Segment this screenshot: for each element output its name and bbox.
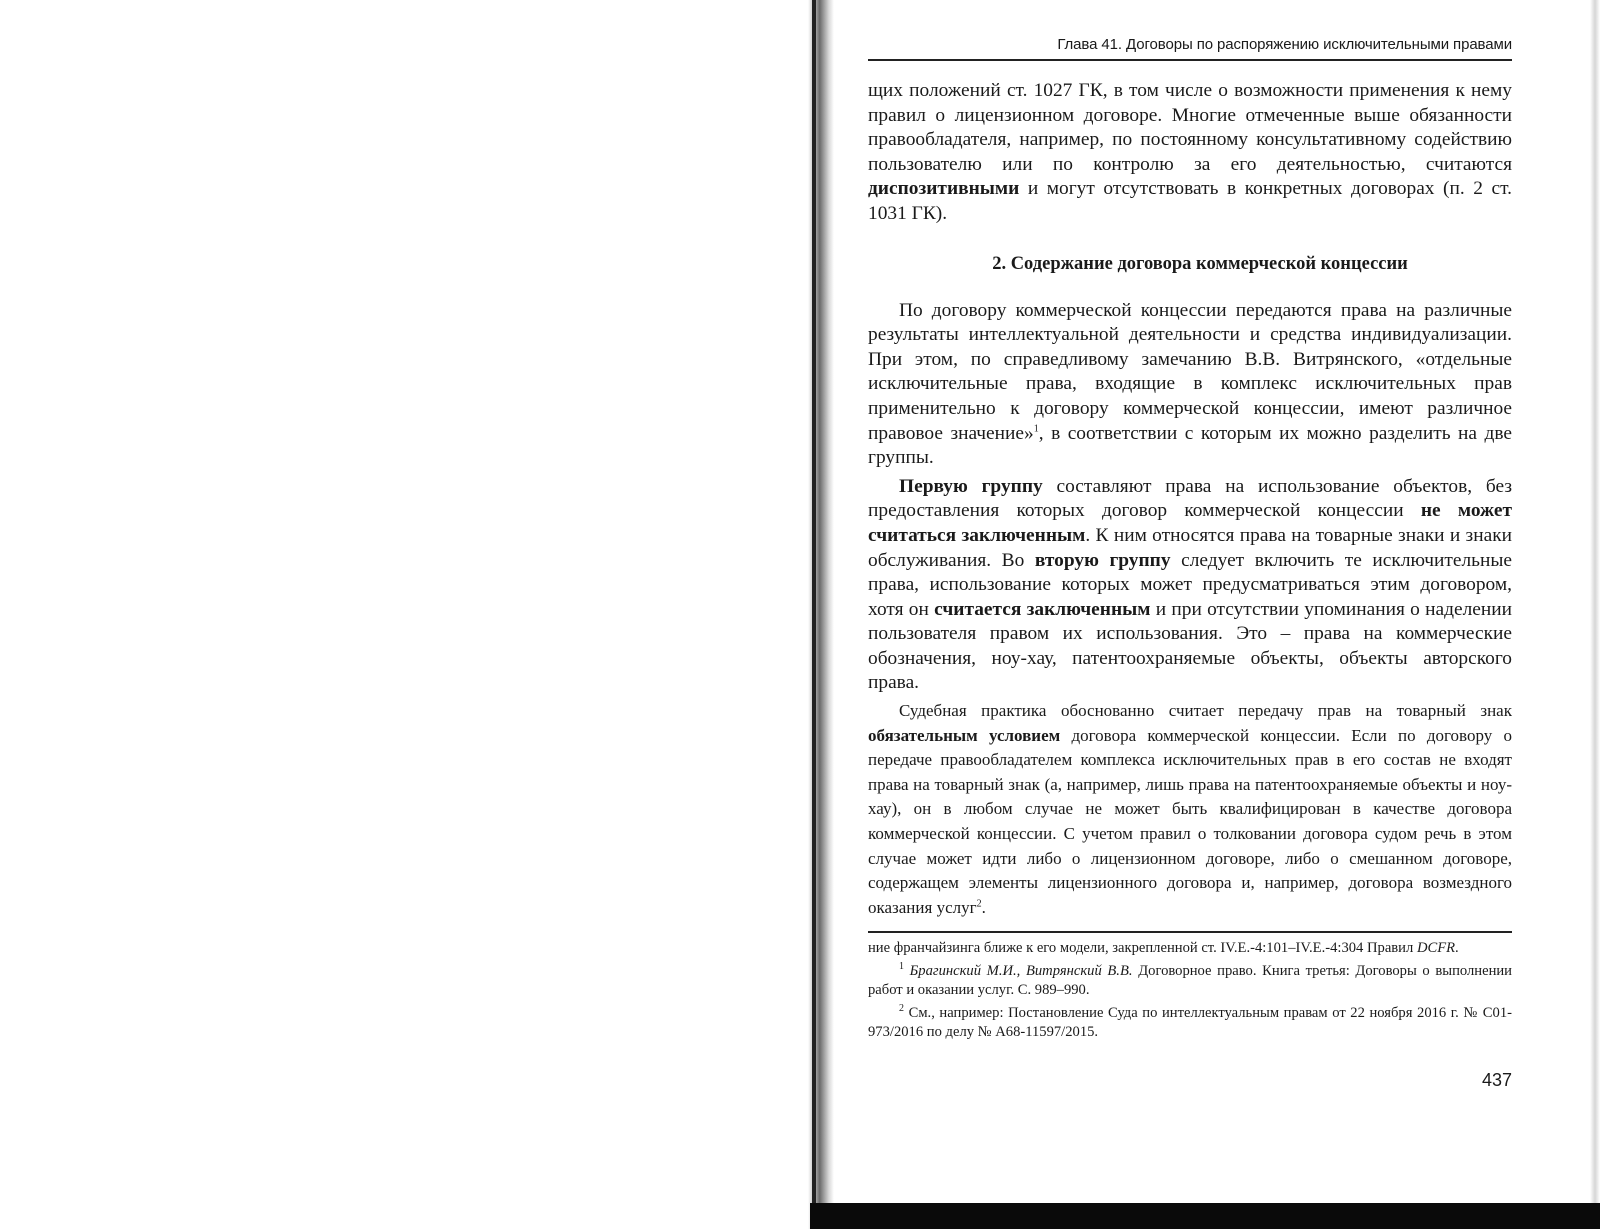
footnote-ref-1: 1 bbox=[1033, 423, 1039, 435]
paragraph-groups: Первую группу составляют права на использование объектов, без предоставления которых договор коммерческой концессии не может считаться заключенным. К ним относятся права на товарные знаки и знаки обслуживания. Во вторую группу следует включить те исключительные права, использование которых может предусматриваться этим договором, хотя он считается заключенным и при отсутствии упоминания о наделении пользователя правом их использования. Это – права на коммерческие обозначения, ноу-хау, патентоохраняемые объекты, объекты авторского права. bbox=[868, 475, 1512, 694]
footnote-ref-2: 2 bbox=[976, 898, 982, 910]
running-header: Глава 41. Договоры по распоряжению исключительными правами bbox=[868, 36, 1512, 61]
footnote-separator bbox=[868, 931, 1512, 933]
footnote-2: $^2$ См., например: Постановление Суда по интеллектуальным правам от 22 ноября 2016 г. № С01-973/2016 по делу № А68-11597/2015. bbox=[868, 1003, 1512, 1041]
spine-shadow bbox=[812, 0, 816, 1229]
paragraph-court-practice: Судебная практика обоснованно считает передачу прав на товарный знак обязательным условием договора коммерческой концессии. Если по договору о передаче правообладателем комплекса исключительных прав в его состав не входят права на товарный знак (а, например, лишь права на патентоохраняемые объекты и ноу-хау), он в любом случае не может быть квалифицирован в качестве договора коммерческой концессии. С учетом правил о толковании договора судом речь в этом случае может идти либо о лицензионном договоре, либо о смешанном договоре, содержащем элементы лицензионного договора и, например, договора возмездного оказания услуг$^2$. bbox=[868, 701, 1512, 917]
scan-bottom-border bbox=[810, 1203, 1600, 1229]
section-heading: 2. Содержание договора коммерческой концессии bbox=[992, 253, 1408, 274]
page-number: 437 bbox=[1481, 1070, 1512, 1091]
footnotes bbox=[868, 939, 1512, 1042]
paragraph-rights-transfer: По договору коммерческой концессии передаются права на различные результаты интеллектуальной деятельности и средства индивидуализации. При этом, по справедливому замечанию В.В. Витрянского, «отдельные исключительные права, входящие в комплекс исключительных прав применительно к договору коммерческой концессии, имеют различное правовое значение»$^1$, в соответствии с которым их можно разделить на две группы. bbox=[868, 299, 1513, 469]
book-page bbox=[868, 36, 1512, 1091]
page-edge-shadow bbox=[1590, 0, 1600, 1229]
footnote-continuation: ние франчайзинга ближе к его модели, закрепленной ст. IV.E.-4:101–IV.E.-4:304 Правил DCFR. bbox=[868, 940, 1459, 957]
paragraph-continuation: щих положений ст. 1027 ГК, в том числе о возможности применения к нему правил о лицензионном договоре. Многие отмеченные выше обязанности правообладателя, например, по постоянному консультативному содействию пользователю или по контролю за его деятельностью, считаются диспозитивными и могут отсутствовать в конкретных договорах (п. 2 ст. 1031 ГК). bbox=[868, 80, 1512, 224]
footnote-1: $^1$ Брагинский М.И., Витрянский В.В. Договорное право. Книга третья: Договоры о выполнении работ и оказании услуг. С. 989–990. bbox=[868, 961, 1512, 999]
